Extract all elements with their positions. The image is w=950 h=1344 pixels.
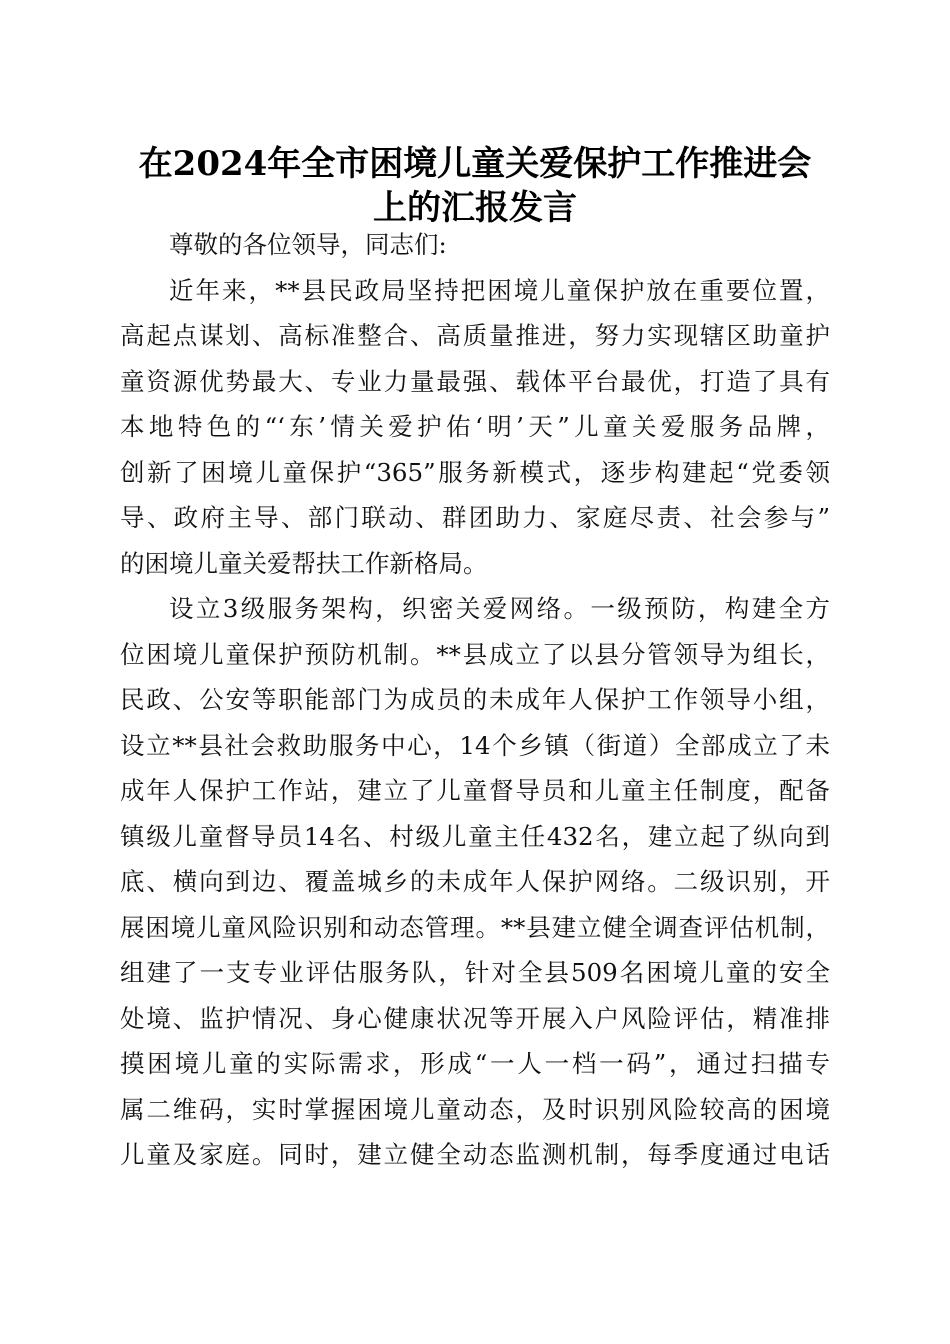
document-body [120,222,830,1178]
paragraph-line: 位困境儿童保护预防机制。**县成立了以县分管领导为组长， [120,639,830,669]
paragraph-line: 近年来，**县民政局坚持把困境儿童保护放在重要位置， [169,275,830,305]
paragraph-line: 设立3级服务架构，织密关爱网络。一级预防，构建全方 [169,594,830,623]
paragraph-line: 童资源优势最大、专业力量最强、载体平台最优，打造了具有 [120,366,830,396]
paragraph-line: 成年人保护工作站，建立了儿童督导员和儿童主任制度，配备 [120,776,830,805]
paragraph-2 [120,586,830,1178]
paragraph-line: 镇级儿童督导员14名、村级儿童主任432名，建立起了纵向到 [120,821,830,851]
paragraph-line: 导、政府主导、部门联动、群团助力、家庭尽责、社会参与” [120,503,830,532]
paragraph-line: 摸困境儿童的实际需求，形成“一人一档一码”，通过扫描专 [120,1049,830,1078]
paragraph-line: 本地特色的“‘东’情关爱护佑‘明’天”儿童关爱服务品牌， [120,412,830,441]
paragraph-line: 组建了一支专业评估服务队，针对全县509名困境儿童的安全 [120,958,830,987]
paragraph-line: 民政、公安等职能部门为成员的未成年人保护工作领导小组， [120,685,830,714]
paragraph-line: 创新了困境儿童保护“365”服务新模式，逐步构建起“党委领 [120,457,830,487]
paragraph-line: 高起点谋划、高标准整合、高质量推进，努力实现辖区助童护 [120,321,830,350]
paragraph-line: 儿童及家庭。同时，建立健全动态监测机制，每季度通过电话 [120,1140,830,1169]
paragraph-line: 展困境儿童风险识别和动态管理。**县建立健全调查评估机制， [120,912,830,942]
paragraph-line: 处境、监护情况、身心健康状况等开展入户风险评估，精准排 [120,1003,830,1033]
document-title-line1: 在2024年全市困境儿童关爱保护工作推进会 [138,144,812,184]
paragraph-line: 底、横向到边、覆盖城乡的未成年人保护网络。二级识别，开 [120,867,830,896]
paragraph-line: 的困境儿童关爱帮扶工作新格局。 [120,548,488,578]
paragraph-1 [120,268,830,587]
greeting: 尊敬的各位领导，同志们: [169,230,447,259]
paragraph-line: 属二维码，实时掌握困境儿童动态，及时识别风险较高的困境 [120,1094,830,1124]
paragraph-line: 设立**县社会救助服务中心，14个乡镇（街道）全部成立了未 [120,730,830,760]
document-title-line2: 上的汇报发言 [373,188,577,228]
